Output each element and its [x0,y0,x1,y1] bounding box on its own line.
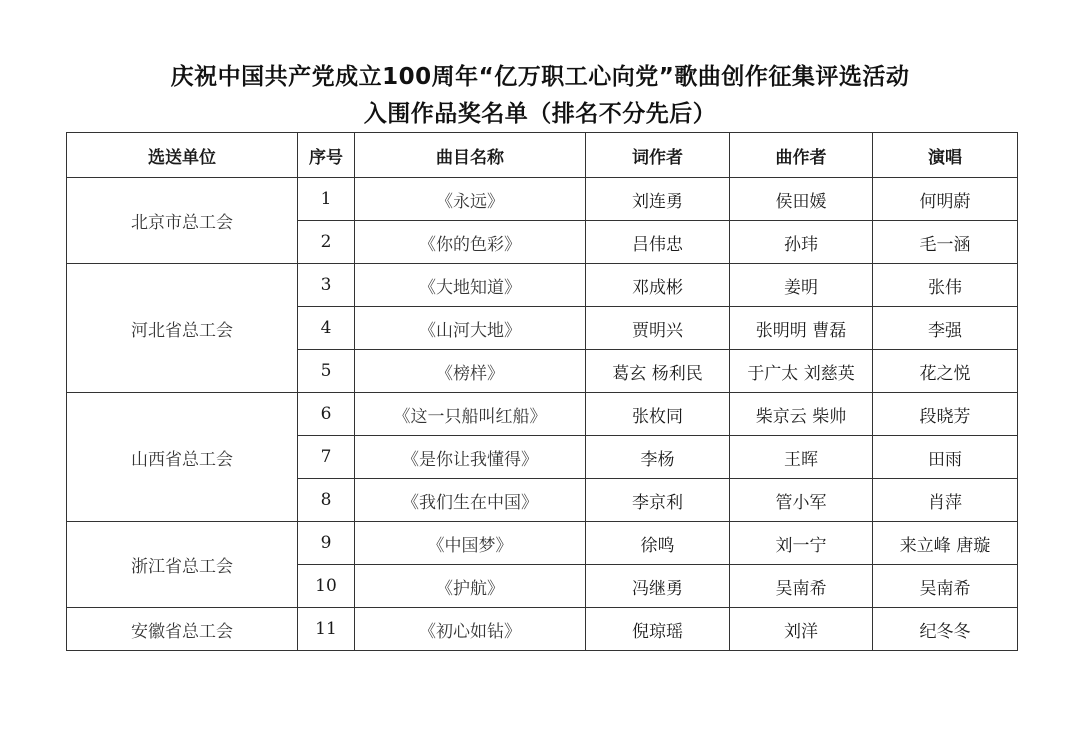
song-cell: 《是你让我懂得》 [355,436,586,479]
awards-table [66,132,1018,651]
composer-cell: 侯田媛 [730,178,873,221]
document-title: 庆祝中国共产党成立100周年“亿万职工心向党”歌曲创作征集评选活动 [170,64,910,90]
singer-cell: 何明蔚 [873,178,1018,221]
song-cell: 《大地知道》 [355,264,586,307]
composer-cell: 张明明 曹磊 [730,307,873,350]
number-cell: 10 [298,565,355,608]
lyricist-cell: 李杨 [586,436,730,479]
singer-cell: 毛一涵 [873,221,1018,264]
table-row [67,522,1018,565]
unit-cell: 山西省总工会 [67,393,298,522]
header-composer: 曲作者 [730,133,873,178]
singer-cell: 肖萍 [873,479,1018,522]
unit-cell: 安徽省总工会 [67,608,298,651]
singer-cell: 段晓芳 [873,393,1018,436]
table-header-row [67,133,1018,178]
composer-cell: 刘一宁 [730,522,873,565]
unit-cell: 河北省总工会 [67,264,298,393]
header-song: 曲目名称 [355,133,586,178]
song-cell: 《这一只船叫红船》 [355,393,586,436]
singer-cell: 田雨 [873,436,1018,479]
composer-cell: 孙玮 [730,221,873,264]
number-cell: 2 [298,221,355,264]
singer-cell: 来立峰 唐璇 [873,522,1018,565]
composer-cell: 于广太 刘慈英 [730,350,873,393]
composer-cell: 王晖 [730,436,873,479]
singer-cell: 纪冬冬 [873,608,1018,651]
number-cell: 6 [298,393,355,436]
song-cell: 《永远》 [355,178,586,221]
song-cell: 《我们生在中国》 [355,479,586,522]
header-lyricist: 词作者 [586,133,730,178]
header-unit: 选送单位 [67,133,298,178]
song-cell: 《初心如钻》 [355,608,586,651]
lyricist-cell: 徐鸣 [586,522,730,565]
song-cell: 《中国梦》 [355,522,586,565]
composer-cell: 柴京云 柴帅 [730,393,873,436]
composer-cell: 姜明 [730,264,873,307]
unit-cell: 北京市总工会 [67,178,298,264]
singer-cell: 吴南希 [873,565,1018,608]
header-number: 序号 [298,133,355,178]
number-cell: 4 [298,307,355,350]
singer-cell: 花之悦 [873,350,1018,393]
document-subtitle: 入围作品奖名单（排名不分先后） [363,101,717,127]
singer-cell: 李强 [873,307,1018,350]
number-cell: 8 [298,479,355,522]
lyricist-cell: 刘连勇 [586,178,730,221]
singer-cell: 张伟 [873,264,1018,307]
song-cell: 《山河大地》 [355,307,586,350]
lyricist-cell: 李京利 [586,479,730,522]
table-row [67,178,1018,221]
number-cell: 5 [298,350,355,393]
number-cell: 7 [298,436,355,479]
lyricist-cell: 吕伟忠 [586,221,730,264]
lyricist-cell: 冯继勇 [586,565,730,608]
composer-cell: 吴南希 [730,565,873,608]
number-cell: 11 [298,608,355,651]
song-cell: 《护航》 [355,565,586,608]
lyricist-cell: 葛玄 杨利民 [586,350,730,393]
composer-cell: 管小军 [730,479,873,522]
table-row [67,393,1018,436]
composer-cell: 刘洋 [730,608,873,651]
song-cell: 《榜样》 [355,350,586,393]
number-cell: 1 [298,178,355,221]
lyricist-cell: 邓成彬 [586,264,730,307]
song-cell: 《你的色彩》 [355,221,586,264]
table-row [67,608,1018,651]
lyricist-cell: 贾明兴 [586,307,730,350]
lyricist-cell: 张枚同 [586,393,730,436]
number-cell: 9 [298,522,355,565]
unit-cell: 浙江省总工会 [67,522,298,608]
lyricist-cell: 倪琼瑶 [586,608,730,651]
table-row [67,264,1018,307]
header-singer: 演唱 [873,133,1018,178]
number-cell: 3 [298,264,355,307]
